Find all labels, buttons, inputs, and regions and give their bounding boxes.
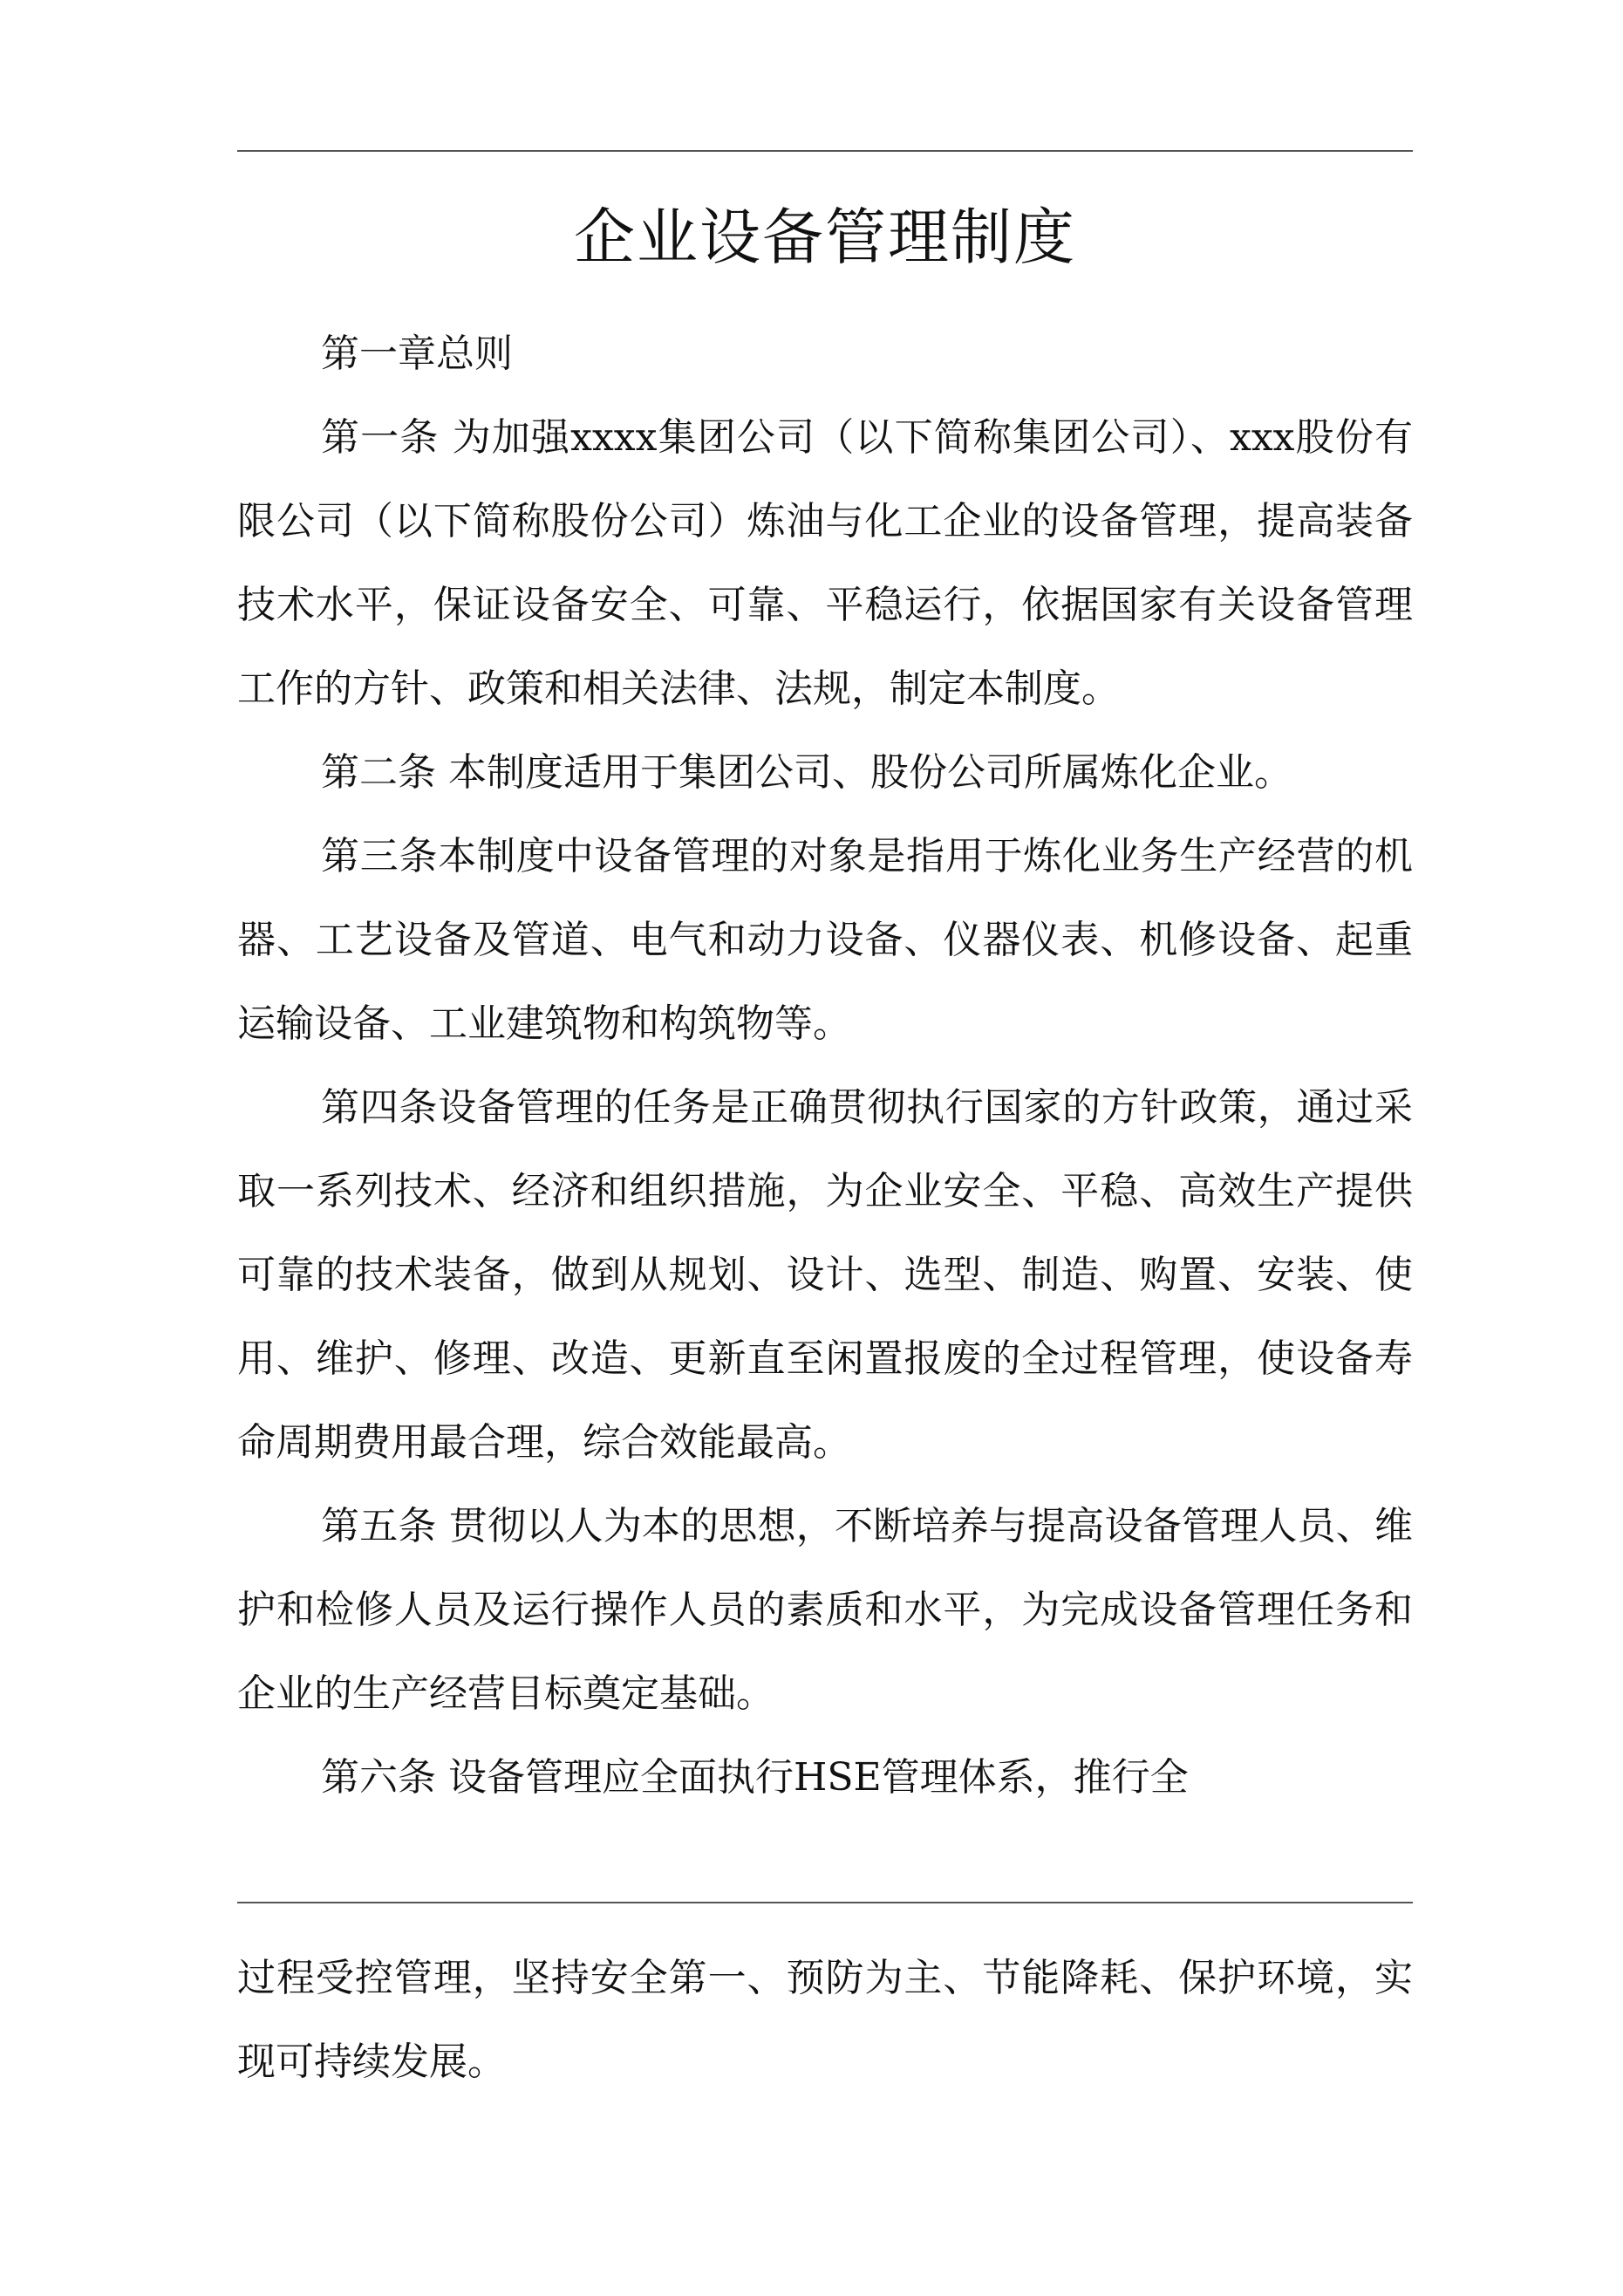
page-break-divider: [237, 1902, 1413, 1903]
article-5: 第五条 贯彻以人为本的思想，不断培养与提高设备管理人员、维护和检修人员及运行操作人员的素质和水平，为完成设备管理任务和企业的生产经营目标奠定基础。: [237, 1504, 1413, 1716]
chapter-heading: 第一章总则: [321, 331, 513, 376]
article-3: 第三条本制度中设备管理的对象是指用于炼化业务生产经营的机器、工艺设备及管道、电气和动力设备、仪器仪表、机修设备、起重运输设备、工业建筑物和构筑物等。: [237, 834, 1413, 1046]
article-2: 第二条 本制度适用于集团公司、股份公司所属炼化企业。: [321, 750, 1292, 795]
document-body-continued: [237, 1937, 1413, 2104]
article-1: 第一条 为加强xxxx集团公司（以下简称集团公司）、xxx股份有限公司（以下简称股份公司）炼油与化工企业的设备管理，提高装备技术水平，保证设备安全、可靠、平稳运行，依据国家有关设备管理工作的方针、政策和相关法律、法规，制定本制度。: [237, 415, 1413, 711]
article-6: 第六条 设备管理应全面执行HSE管理体系，推行全: [321, 1755, 1189, 1800]
top-divider: [237, 150, 1413, 152]
document-title: 企业设备管理制度: [574, 202, 1076, 273]
document-body: [237, 312, 1413, 1820]
article-4: 第四条设备管理的任务是正确贯彻执行国家的方针政策，通过采取一系列技术、经济和组织措施，为企业安全、平稳、高效生产提供可靠的技术装备，做到从规划、设计、选型、制造、购置、安装、使用、维护、修理、改造、更新直至闲置报废的全过程管理，使设备寿命周期费用最合理，综合效能最高。: [237, 1085, 1413, 1465]
article-6-continuation: 过程受控管理，坚持安全第一、预防为主、节能降耗、保护环境，实现可持续发展。: [237, 1956, 1413, 2084]
